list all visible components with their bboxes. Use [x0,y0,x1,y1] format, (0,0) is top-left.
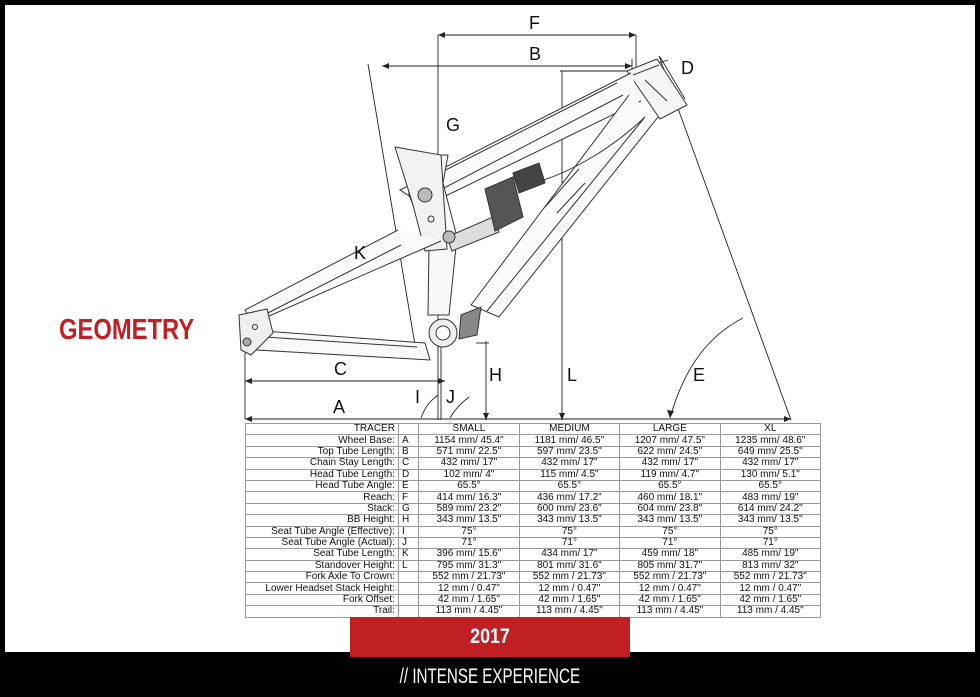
table-row [246,515,821,526]
row-label: BB Height: [246,515,399,526]
geometry-table [245,423,821,618]
row-key: A [398,435,418,446]
dimension-label-f: F [529,13,540,33]
row-value: 42 mm / 1.65" [519,594,619,605]
row-value: 65.5° [419,480,519,491]
table-row [246,458,821,469]
row-value: 485 mm/ 19" [720,549,820,560]
row-value: 434 mm/ 17" [519,549,619,560]
row-value: 432 mm/ 17" [620,458,720,469]
footer-year: 2017 [470,625,510,648]
row-label: Head Tube Length: [246,469,399,480]
row-value: 1235 mm/ 48.6" [720,435,820,446]
dimension-label-c: C [334,359,347,379]
dimension-label-i: I [415,387,421,407]
row-value: 102 mm/ 4" [419,469,519,480]
row-value: 71° [419,537,519,548]
row-value: 75° [419,526,519,537]
bike-frame-icon [239,59,687,360]
row-value: 42 mm / 1.65" [620,594,720,605]
row-value: 622 mm/ 24.5" [620,446,720,457]
row-value: 75° [620,526,720,537]
dimension-label-a: A [333,397,346,417]
row-key: E [398,480,418,491]
row-value: 75° [519,526,619,537]
dimension-label-e: E [693,365,706,385]
row-value: 12 mm / 0.47" [519,583,619,594]
table-body [246,435,821,617]
row-value: 65.5° [720,480,820,491]
row-label: Wheel Base: [246,435,399,446]
row-key [398,572,418,583]
dimension-label-j: J [446,387,455,407]
table-row [246,503,821,514]
table-header-size-small: SMALL [419,424,519,435]
row-label: Trail: [246,606,399,617]
row-value: 113 mm / 4.45" [519,606,619,617]
table-row [246,560,821,571]
table-row [246,594,821,605]
row-label: Lower Headset Stack Height: [246,583,399,594]
row-value: 42 mm / 1.65" [720,594,820,605]
row-value: 432 mm/ 17" [519,458,619,469]
row-value: 12 mm / 0.47" [419,583,519,594]
row-value: 483 mm/ 19" [720,492,820,503]
row-value: 552 mm / 21.73" [720,572,820,583]
footer-text: // INTENSE EXPERIENCE [399,665,581,688]
table-row [246,480,821,491]
footer-banner [350,617,630,688]
row-value: 343 mm/ 13.5" [419,515,519,526]
row-label: Seat Tube Length: [246,549,399,560]
row-value: 801 mm/ 31.6" [519,560,619,571]
row-label: Chain Stay Length: [246,458,399,469]
table-row [246,435,821,446]
geometry-page [5,5,975,688]
section-title: GEOMETRY [59,314,195,346]
table-header-size-xl: XL [720,424,820,435]
frame-geometry-diagram [5,5,975,425]
row-value: 589 mm/ 23.2" [419,503,519,514]
table-header-size-medium: MEDIUM [519,424,619,435]
row-label: Fork Offset: [246,594,399,605]
table-row [246,583,821,594]
row-value: 65.5° [519,480,619,491]
row-label: Top Tube Length: [246,446,399,457]
dimension-label-d: D [681,58,694,78]
row-value: 459 mm/ 18" [620,549,720,560]
row-value: 649 mm/ 25.5" [720,446,820,457]
table-row [246,446,821,457]
dimension-lines [245,35,791,420]
row-value: 71° [720,537,820,548]
row-key: F [398,492,418,503]
row-value: 436 mm/ 17.2" [519,492,619,503]
row-key [398,606,418,617]
row-key: L [398,560,418,571]
dimension-arrowheads [245,32,791,422]
row-value: 460 mm/ 18.1" [620,492,720,503]
row-label: Stack: [246,503,399,514]
table-header-size-large: LARGE [620,424,720,435]
row-value: 75° [720,526,820,537]
row-label: Seat Tube Angle (Actual): [246,537,399,548]
row-key: K [398,549,418,560]
row-value: 571 mm/ 22.5" [419,446,519,457]
row-key [398,594,418,605]
row-key: C [398,458,418,469]
row-value: 343 mm/ 13.5" [519,515,619,526]
row-value: 343 mm/ 13.5" [720,515,820,526]
row-value: 119 mm/ 4.7" [620,469,720,480]
table-row [246,537,821,548]
dimension-label-h: H [489,365,502,385]
row-label: Seat Tube Angle (Effective): [246,526,399,537]
row-value: 813 mm/ 32" [720,560,820,571]
row-value: 805 mm/ 31.7" [620,560,720,571]
dimension-label-g: G [446,115,461,135]
row-value: 1181 mm/ 46.5" [519,435,619,446]
row-label: Head Tube Angle: [246,480,399,491]
row-label: Fork Axle To Crown: [246,572,399,583]
dimension-label-l: L [567,365,578,385]
row-key: J [398,537,418,548]
table-row [246,469,821,480]
row-value: 343 mm/ 13.5" [620,515,720,526]
row-key: I [398,526,418,537]
dimension-label-b: B [529,44,542,64]
row-value: 113 mm / 4.45" [620,606,720,617]
row-value: 795 mm/ 31.3" [419,560,519,571]
row-value: 115 mm/ 4.5" [519,469,619,480]
row-value: 432 mm/ 17" [419,458,519,469]
row-value: 65.5° [620,480,720,491]
row-value: 12 mm / 0.47" [720,583,820,594]
row-value: 552 mm / 21.73" [419,572,519,583]
row-value: 113 mm / 4.45" [419,606,519,617]
row-value: 130 mm/ 5.1" [720,469,820,480]
table-header-key [398,424,418,435]
row-key: G [398,503,418,514]
row-label: Reach: [246,492,399,503]
row-value: 113 mm / 4.45" [720,606,820,617]
table-row [246,572,821,583]
table-header-row [246,424,821,435]
row-value: 71° [620,537,720,548]
row-value: 42 mm / 1.65" [419,594,519,605]
table-row [246,606,821,617]
table-row [246,492,821,503]
row-label: Standover Height: [246,560,399,571]
row-value: 604 mm/ 23.8" [620,503,720,514]
row-value: 1154 mm/ 45.4" [419,435,519,446]
row-value: 552 mm / 21.73" [620,572,720,583]
row-value: 600 mm/ 23.6" [519,503,619,514]
row-key: D [398,469,418,480]
table-row [246,549,821,560]
row-value: 597 mm/ 23.5" [519,446,619,457]
row-value: 12 mm / 0.47" [620,583,720,594]
row-value: 1207 mm/ 47.5" [620,435,720,446]
table-row [246,526,821,537]
row-value: 432 mm/ 17" [720,458,820,469]
row-key [398,583,418,594]
table-header-model: TRACER [246,424,399,435]
dimension-label-k: K [354,243,367,263]
row-value: 614 mm/ 24.2" [720,503,820,514]
row-value: 552 mm / 21.73" [519,572,619,583]
row-value: 396 mm/ 15.6" [419,549,519,560]
row-key: B [398,446,418,457]
row-value: 414 mm/ 16.3" [419,492,519,503]
row-key: H [398,515,418,526]
row-value: 71° [519,537,619,548]
